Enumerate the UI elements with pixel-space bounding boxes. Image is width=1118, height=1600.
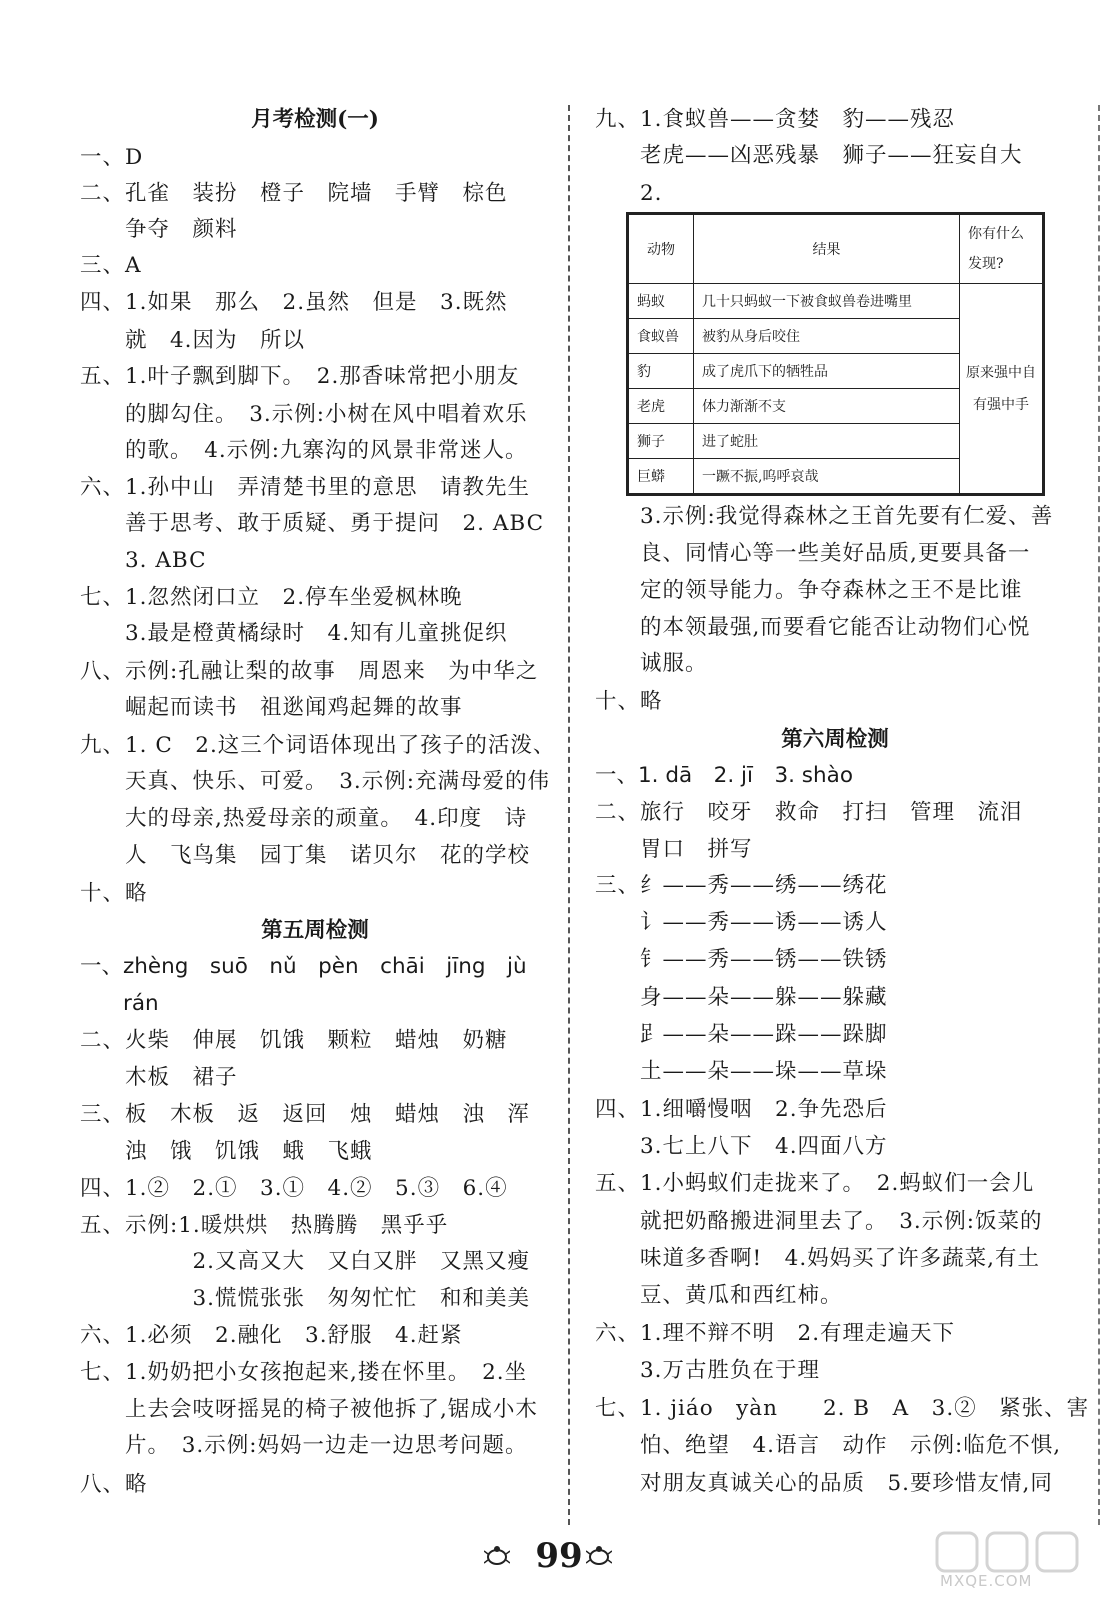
watermark-text: MXQE.COM <box>940 1572 1033 1590</box>
answer-line: 七、1. jiáo yàn 2. B A 3.② 紧张、害 <box>595 1396 1090 1421</box>
table-cell-animal: 老虎 <box>629 389 694 424</box>
table-cell-animal: 狮子 <box>629 424 694 459</box>
section-heading: 月考检测(一) <box>251 107 379 132</box>
table-header-cell: 结果 <box>694 215 960 284</box>
table-header-cell: 动物 <box>629 215 694 284</box>
answer-line: 五、1.叶子飘到脚下。 2.那香味常把小朋友 <box>80 364 520 389</box>
column-divider <box>568 105 570 1525</box>
answer-line: 一、D <box>80 145 144 170</box>
answer-line: 五、示例:1.暖烘烘 热腾腾 黑乎乎 <box>80 1213 449 1238</box>
answer-line: 的脚勾住。 3.示例:小树在风中唱着欢乐 <box>80 402 528 427</box>
table-cell-animal: 巨蟒 <box>629 459 694 494</box>
answer-line: 味道多香啊! 4.妈妈买了许多蔬菜,有土 <box>595 1246 1040 1271</box>
answer-line: 十、略 <box>595 689 663 714</box>
answer-line: 钅——秀——锈——铁锈 <box>595 947 888 972</box>
answer-line: 上去会吱呀摇晃的椅子被他拆了,锯成小木 <box>80 1397 538 1422</box>
answer-line: 二、旅行 咬牙 救命 打扫 管理 流泪 <box>595 800 1023 825</box>
answer-line: 六、1.孙中山 弄清楚书里的意思 请教先生 <box>80 475 531 500</box>
answer-line: 四、1.细嚼慢咽 2.争先恐后 <box>595 1097 888 1122</box>
answer-line: 大的母亲,热爱母亲的顽童。 4.印度 诗 <box>80 806 528 831</box>
answer-line: 3.最是橙黄橘绿时 4.知有儿童挑促织 <box>80 621 508 646</box>
section-heading: 第五周检测 <box>261 918 369 943</box>
answer-line: 四、1.如果 那么 2.虽然 但是 3.既然 <box>80 290 508 315</box>
page-edge-dashed-line <box>1098 105 1100 1525</box>
answer-line: 善于思考、敢于质疑、勇于提问 2. ABC <box>80 511 545 536</box>
table-header-cell: 你有什么发现? <box>960 215 1043 284</box>
answer-line: 的本领最强,而要看它能否让动物们心悦 <box>595 615 1031 640</box>
answer-line: 的歌。 4.示例:九寨沟的风景非常迷人。 <box>80 438 528 463</box>
answer-line: 讠——秀——诱——诱人 <box>595 910 888 935</box>
table-cell-animal: 蚂蚁 <box>629 284 694 319</box>
answer-line: 胃口 拼写 <box>595 837 753 862</box>
answer-line: 人 飞鸟集 园丁集 诺贝尔 花的学校 <box>80 843 531 868</box>
answer-line: 二、孔雀 装扮 橙子 院墙 手臂 棕色 <box>80 181 508 206</box>
table-cell-result: 几十只蚂蚁一下被食蚁兽卷进嘴里 <box>694 284 960 319</box>
answer-line: 三、板 木板 返 返回 烛 蜡烛 浊 浑 <box>80 1102 531 1127</box>
section-heading: 第六周检测 <box>781 727 889 752</box>
answer-line: 崛起而读书 祖逖闻鸡起舞的故事 <box>80 695 463 720</box>
answer-line: 2. <box>595 181 663 206</box>
answer-line: 六、1.理不辩不明 2.有理走遍天下 <box>595 1321 956 1346</box>
answer-line: 就 4.因为 所以 <box>80 328 306 353</box>
answer-line: 七、1.忽然闭口立 2.停车坐爱枫林晚 <box>80 585 463 610</box>
answer-line: 怕、绝望 4.语言 动作 示例:临危不惧, <box>595 1433 1062 1458</box>
table-cell-result: 一蹶不振,呜呼哀哉 <box>694 459 960 494</box>
table-cell-result: 成了虎爪下的牺牲品 <box>694 354 960 389</box>
answer-line: 九、1.食蚁兽——贪婪 豹——残忍 <box>595 107 956 132</box>
answer-line: rán <box>80 991 159 1016</box>
answer-line: 定的领导能力。争夺森林之王不是比谁 <box>595 578 1023 603</box>
answer-line: 五、1.小蚂蚁们走拢来了。 2.蚂蚁们一会儿 <box>595 1171 1035 1196</box>
answer-line: 九、1. C 2.这三个词语体现出了孩子的活泼、 <box>80 733 556 758</box>
answer-line: 二、火柴 伸展 饥饿 颗粒 蜡烛 奶糖 <box>80 1028 508 1053</box>
table-cell-result: 进了蛇肚 <box>694 424 960 459</box>
table-cell-result: 体力渐渐不支 <box>694 389 960 424</box>
answer-line: 就把奶酪搬进洞里去了。 3.示例:饭菜的 <box>595 1209 1043 1234</box>
answer-line: 3.慌慌张张 匆匆忙忙 和和美美 <box>80 1286 531 1311</box>
answer-line: 土——朵——垛——草垛 <box>595 1059 888 1084</box>
answer-line: 3.示例:我觉得森林之王首先要有仁爱、善 <box>595 504 1054 529</box>
answer-line: 八、示例:孔融让梨的故事 周恩来 为中华之 <box>80 659 539 684</box>
answer-line: 一、zhèng suō nǔ pèn chāi jīng jù <box>80 954 527 979</box>
answer-line: 争夺 颜料 <box>80 217 238 242</box>
answer-line: 老虎——凶恶残暴 狮子——狂妄自大 <box>595 143 1023 168</box>
table-cell-animal: 豹 <box>629 354 694 389</box>
answer-line: 豆、黄瓜和西红柿。 <box>595 1283 843 1308</box>
answer-line: 七、1.奶奶把小女孩抱起来,搂在怀里。 2.坐 <box>80 1360 528 1385</box>
answer-line: 3. ABC <box>80 548 207 573</box>
answer-line: 3.七上八下 4.四面八方 <box>595 1134 888 1159</box>
table-row <box>629 284 1043 319</box>
answer-line: 四、1.② 2.① 3.① 4.② 5.③ 6.④ <box>80 1176 508 1201</box>
table-cell-finding: 原来强中自有强中手 <box>960 284 1043 494</box>
answer-line: 对朋友真诚关心的品质 5.要珍惜友情,同 <box>595 1471 1053 1496</box>
animal-result-table <box>628 214 1043 494</box>
answer-line: 天真、快乐、可爱。 3.示例:充满母爱的伟 <box>80 769 551 794</box>
answer-line: 诚服。 <box>595 651 708 676</box>
answer-line: 木板 裙子 <box>80 1065 238 1090</box>
table-cell-result: 被豹从身后咬住 <box>694 319 960 354</box>
answer-line: 良、同情心等一些美好品质,更要具备一 <box>595 541 1031 566</box>
answer-line: 三、A <box>80 253 142 278</box>
answer-line: 十、略 <box>80 881 148 906</box>
answer-line: 六、1.必须 2.融化 3.舒服 4.赶紧 <box>80 1323 463 1348</box>
table-cell-animal: 食蚁兽 <box>629 319 694 354</box>
answer-line: 一、1. dā 2. jī 3. shào <box>595 763 853 788</box>
bug-ornament-icon <box>586 1544 612 1566</box>
answer-line: 2.又高又大 又白又胖 又黑又瘦 <box>80 1249 531 1274</box>
answer-line: 片。 3.示例:妈妈一边走一边思考问题。 <box>80 1433 528 1458</box>
answer-line: 八、略 <box>80 1472 148 1497</box>
page-number: 99 <box>535 1536 583 1576</box>
table-header-row <box>629 215 1043 284</box>
answer-line: 𧾷——朵——跺——跺脚 <box>595 1022 888 1047</box>
answer-line: 身——朵——躲——躲藏 <box>595 985 888 1010</box>
answer-line: 浊 饿 饥饿 蛾 飞蛾 <box>80 1139 373 1164</box>
answer-line: 三、纟——秀——绣——绣花 <box>595 873 888 898</box>
answer-line: 3.万古胜负在于理 <box>595 1358 821 1383</box>
